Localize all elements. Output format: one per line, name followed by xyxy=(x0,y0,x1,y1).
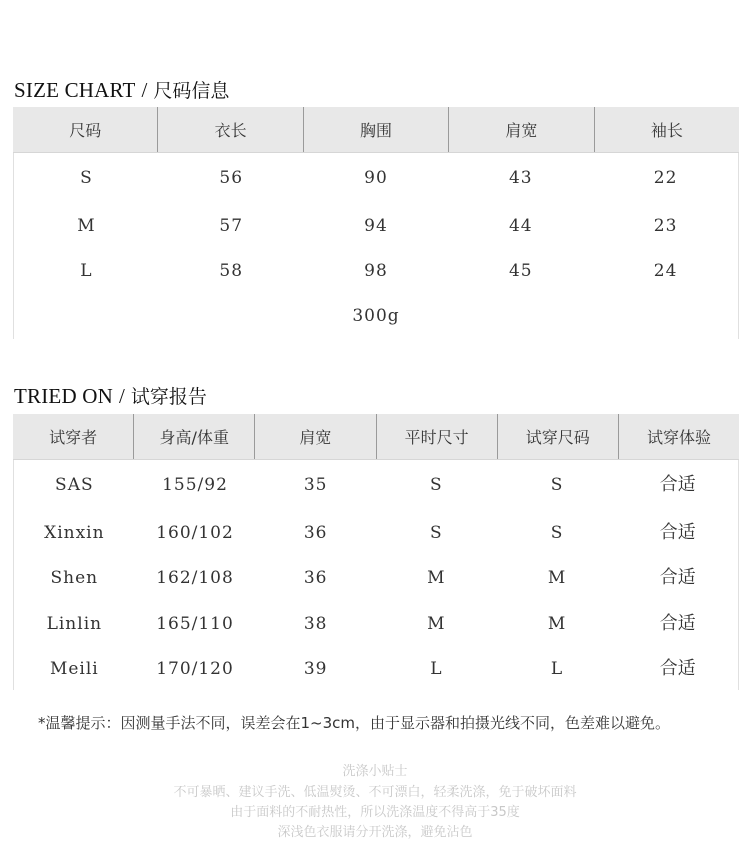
table-cell: SAS xyxy=(55,475,94,495)
table-row xyxy=(14,555,738,601)
table-cell: 36 xyxy=(303,568,328,588)
table-cell: 35 xyxy=(303,475,328,495)
size-chart-title-cn: 尺码信息 xyxy=(153,80,230,102)
table-cell: M xyxy=(427,614,446,634)
table-cell: 36 xyxy=(303,522,328,543)
care-tip-line: 深浅色衣服请分开洗涤，避免沾色 xyxy=(277,825,473,840)
table-cell: S xyxy=(550,475,564,495)
tried-on-body xyxy=(13,460,739,690)
table-cell: S xyxy=(430,475,443,495)
measurement-note: *温馨提示：因测量手法不同，误差会在1~3cm，由于显示器和拍摄光线不同，色差难以避免。 xyxy=(38,714,671,732)
table-cell: M xyxy=(77,216,96,236)
size-chart-table xyxy=(13,107,739,339)
table-row xyxy=(14,203,738,249)
table-cell: 合适 xyxy=(659,521,696,543)
table-cell: S xyxy=(80,168,93,188)
header-cell: 平时尺寸 xyxy=(377,414,498,459)
weight-row xyxy=(14,293,738,339)
table-cell: L xyxy=(80,261,93,281)
table-cell: 57 xyxy=(219,216,244,236)
table-row xyxy=(14,460,738,510)
table-cell: 162/108 xyxy=(156,568,234,588)
title-separator: / xyxy=(119,384,125,408)
table-cell: 44 xyxy=(508,216,533,236)
table-cell: M xyxy=(427,568,446,588)
table-cell: Xinxin xyxy=(44,522,105,543)
table-row xyxy=(14,601,738,647)
table-cell: 165/110 xyxy=(156,614,234,634)
table-cell: 155/92 xyxy=(162,475,228,495)
header-cell: 身高/体重 xyxy=(134,414,255,459)
table-cell: 24 xyxy=(653,261,678,281)
table-cell: 23 xyxy=(653,216,678,236)
table-row xyxy=(14,249,738,293)
table-cell: 45 xyxy=(508,261,533,281)
tried-on-title xyxy=(14,382,207,409)
size-chart-title-en: SIZE CHART xyxy=(14,78,136,102)
tried-on-table xyxy=(13,414,739,690)
table-cell: S xyxy=(430,522,443,543)
table-cell: 22 xyxy=(653,168,678,188)
header-cell: 试穿者 xyxy=(13,414,134,459)
table-cell: L xyxy=(550,658,564,679)
table-row xyxy=(14,510,738,555)
table-cell: 合适 xyxy=(659,657,696,679)
table-cell: Meili xyxy=(49,658,99,679)
table-cell: Linlin xyxy=(46,614,103,634)
header-cell: 衣长 xyxy=(158,107,303,152)
size-chart-header xyxy=(13,107,739,153)
header-cell: 肩宽 xyxy=(449,107,594,152)
header-cell: 肩宽 xyxy=(255,414,376,459)
header-cell: 试穿体验 xyxy=(646,428,711,447)
table-row xyxy=(14,647,738,690)
table-cell: 58 xyxy=(219,261,244,281)
table-cell: 合适 xyxy=(659,567,696,588)
size-chart-body xyxy=(13,153,739,339)
table-row xyxy=(14,153,738,203)
table-cell: 160/102 xyxy=(156,522,234,543)
table-cell: M xyxy=(547,614,567,634)
table-cell: Shen xyxy=(50,568,99,588)
table-cell: M xyxy=(547,568,567,588)
size-chart-title xyxy=(14,76,229,103)
weight-value: 300g xyxy=(352,306,400,326)
table-cell: 56 xyxy=(219,168,244,188)
care-tip-line: 不可暴晒、建议手洗、低温熨烫、不可漂白，轻柔洗涤，免于破坏面料 xyxy=(173,785,577,800)
table-cell: 98 xyxy=(364,261,388,281)
table-cell: 43 xyxy=(508,168,533,188)
table-cell: 90 xyxy=(364,168,388,188)
table-cell: L xyxy=(430,658,443,679)
care-tip-line: 由于面料的不耐热性，所以洗涤温度不得高于35度 xyxy=(230,805,520,820)
table-cell: 合适 xyxy=(659,613,696,634)
header-cell: 试穿尺码 xyxy=(498,414,619,459)
table-cell: 94 xyxy=(364,216,388,236)
care-tips-title: 洗涤小贴士 xyxy=(342,764,408,779)
tried-on-title-cn: 试穿报告 xyxy=(130,386,207,408)
table-cell: S xyxy=(550,522,564,543)
table-cell: 38 xyxy=(303,614,328,634)
table-cell: 合适 xyxy=(659,474,696,495)
tried-on-title-en: TRIED ON xyxy=(14,384,114,408)
table-cell: 170/120 xyxy=(156,658,234,679)
table-cell: 39 xyxy=(303,658,328,679)
header-cell: 尺码 xyxy=(13,107,158,152)
tried-on-header xyxy=(13,414,739,460)
header-cell: 袖长 xyxy=(650,121,683,140)
title-separator: / xyxy=(141,78,148,102)
header-cell: 胸围 xyxy=(304,107,449,152)
